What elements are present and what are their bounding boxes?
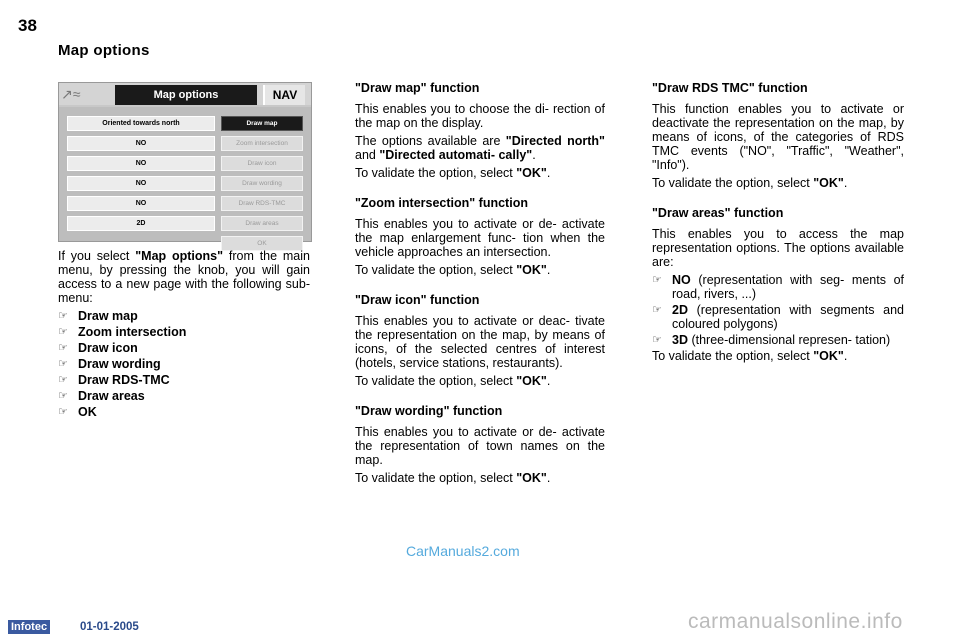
draw-map-end: . [532, 148, 536, 162]
screen-option: Draw icon [221, 156, 303, 171]
validate-text: To validate the option, select [355, 166, 517, 180]
draw-map-option-1: "Directed north" [505, 134, 605, 148]
screen-value: NO [67, 156, 215, 171]
draw-map-and: and [355, 148, 380, 162]
validate-text: To validate the option, select [355, 471, 517, 485]
area-option-key: NO [672, 273, 691, 287]
validate-text: To validate the option, select [355, 374, 517, 388]
screen-value: 2D [67, 216, 215, 231]
hand-pointer-icon: ☞ [58, 326, 68, 338]
intro-paragraph [58, 249, 310, 305]
validate-end: . [546, 471, 551, 485]
list-item [652, 303, 904, 331]
validate-line [652, 176, 904, 190]
page-number: 38 [18, 16, 37, 35]
footer-brand-badge: Infotec [8, 620, 50, 634]
footer-date: 01-01-2005 [80, 621, 139, 633]
draw-areas-body: This enables you to access the map representation options. The options available are: [652, 227, 904, 269]
functions-column-1 [355, 81, 605, 489]
map-options-screen-illustration [58, 82, 312, 247]
zoom-heading: "Zoom intersection" function [355, 196, 528, 210]
validate-ok: "OK" [516, 374, 547, 388]
list-item [652, 273, 904, 301]
screen-value: NO [67, 136, 215, 151]
validate-line [652, 349, 904, 363]
watermark-link[interactable]: CarManuals2.com [406, 543, 520, 559]
draw-map-option-2: "Directed automati- cally" [379, 148, 533, 162]
screen-option: Draw map [221, 116, 303, 131]
validate-line [355, 166, 605, 180]
list-item [58, 325, 310, 339]
submenu-item-label: OK [78, 405, 97, 419]
screen-value: Oriented towards north [67, 116, 215, 131]
hand-pointer-icon: ☞ [58, 310, 68, 322]
screen-option: Draw areas [221, 216, 303, 231]
intro-text-before: If you select [58, 249, 136, 263]
draw-map-options-text: The options available are [355, 134, 506, 148]
list-item [58, 373, 310, 387]
hand-pointer-icon: ☞ [652, 274, 662, 286]
validate-ok: "OK" [813, 349, 844, 363]
screen-header [59, 83, 311, 105]
footer-site-watermark: carmanualsonline.info [688, 610, 903, 633]
validate-end: . [546, 263, 551, 277]
screen-body [59, 107, 311, 247]
hand-pointer-icon: ☞ [58, 374, 68, 386]
validate-line [355, 374, 605, 388]
zoom-body: This enables you to activate or de- activate the map enlargement func- tion when the vehicle approaches an intersection. [355, 217, 605, 259]
screen-value: NO [67, 176, 215, 191]
validate-text: To validate the option, select [355, 263, 517, 277]
validate-text: To validate the option, select [652, 349, 814, 363]
draw-rds-body: This function enables you to activate or deactivate the representation on the map, by means of icons, of the categories of RDS TMC events ("NO", "Traffic", "Weather", "Info"). [652, 102, 904, 172]
draw-map-heading: "Draw map" function [355, 81, 480, 95]
validate-end: . [843, 349, 848, 363]
draw-icon-body: This enables you to activate or deac- tivate the representation on the map, by means of icons, of the selected centres of interest (hotels, service stations, restaurants). [355, 314, 605, 370]
screen-option: Zoom intersection [221, 136, 303, 151]
draw-map-options [355, 134, 605, 162]
screen-options-column [221, 116, 303, 256]
list-item [58, 389, 310, 403]
hand-pointer-icon: ☞ [58, 342, 68, 354]
validate-ok: "OK" [516, 263, 547, 277]
intro-highlight: "Map options" [135, 249, 224, 263]
list-item [652, 333, 904, 347]
screen-logo-icon: ↗≈ [61, 86, 81, 102]
validate-ok: "OK" [516, 166, 547, 180]
draw-wording-heading: "Draw wording" function [355, 404, 503, 418]
draw-icon-heading: "Draw icon" function [355, 293, 480, 307]
screen-option: Draw RDS-TMC [221, 196, 303, 211]
screen-title: Map options [115, 85, 257, 105]
screen-option: OK [221, 236, 303, 251]
draw-rds-heading: "Draw RDS TMC" function [652, 81, 808, 95]
intro-column [58, 249, 310, 421]
list-item [58, 309, 310, 323]
intro-text-after: from the main menu, by pressing the knob, you will gain access to a new page with the following sub-menu: [58, 249, 310, 305]
area-option-key: 3D [672, 333, 688, 347]
list-item [58, 357, 310, 371]
submenu-item-label: Draw wording [78, 357, 161, 371]
area-option-desc: (three-dimensional represen- tation) [687, 333, 891, 347]
screen-option: Draw wording [221, 176, 303, 191]
hand-pointer-icon: ☞ [58, 390, 68, 402]
draw-map-body: This enables you to choose the di- rection of the map on the display. [355, 102, 605, 130]
submenu-item-label: Zoom intersection [78, 325, 187, 339]
validate-ok: "OK" [516, 471, 547, 485]
screen-nav-tab: NAV [263, 85, 305, 105]
area-option-desc: (representation with segments and coloured polygons) [672, 303, 904, 331]
draw-areas-heading: "Draw areas" function [652, 206, 784, 220]
submenu-list [58, 309, 310, 419]
functions-column-2 [652, 81, 904, 367]
hand-pointer-icon: ☞ [652, 334, 662, 346]
area-option-desc: (representation with seg- ments of road, rivers, ...) [672, 273, 904, 301]
validate-ok: "OK" [813, 176, 844, 190]
submenu-item-label: Draw map [78, 309, 138, 323]
validate-end: . [843, 176, 848, 190]
hand-pointer-icon: ☞ [58, 358, 68, 370]
list-item [58, 405, 310, 419]
submenu-item-label: Draw icon [78, 341, 138, 355]
list-item [58, 341, 310, 355]
screen-value: NO [67, 196, 215, 211]
hand-pointer-icon: ☞ [58, 406, 68, 418]
validate-line [355, 263, 605, 277]
hand-pointer-icon: ☞ [652, 304, 662, 316]
validate-end: . [546, 166, 551, 180]
areas-options-list [652, 273, 904, 347]
draw-wording-body: This enables you to activate or de- activate the representation of town names on the map. [355, 425, 605, 467]
validate-text: To validate the option, select [652, 176, 814, 190]
validate-line [355, 471, 605, 485]
submenu-item-label: Draw RDS-TMC [78, 373, 170, 387]
section-title: Map options [58, 42, 150, 59]
validate-end: . [546, 374, 551, 388]
submenu-item-label: Draw areas [78, 389, 145, 403]
area-option-key: 2D [672, 303, 688, 317]
screen-values-column [67, 116, 215, 236]
